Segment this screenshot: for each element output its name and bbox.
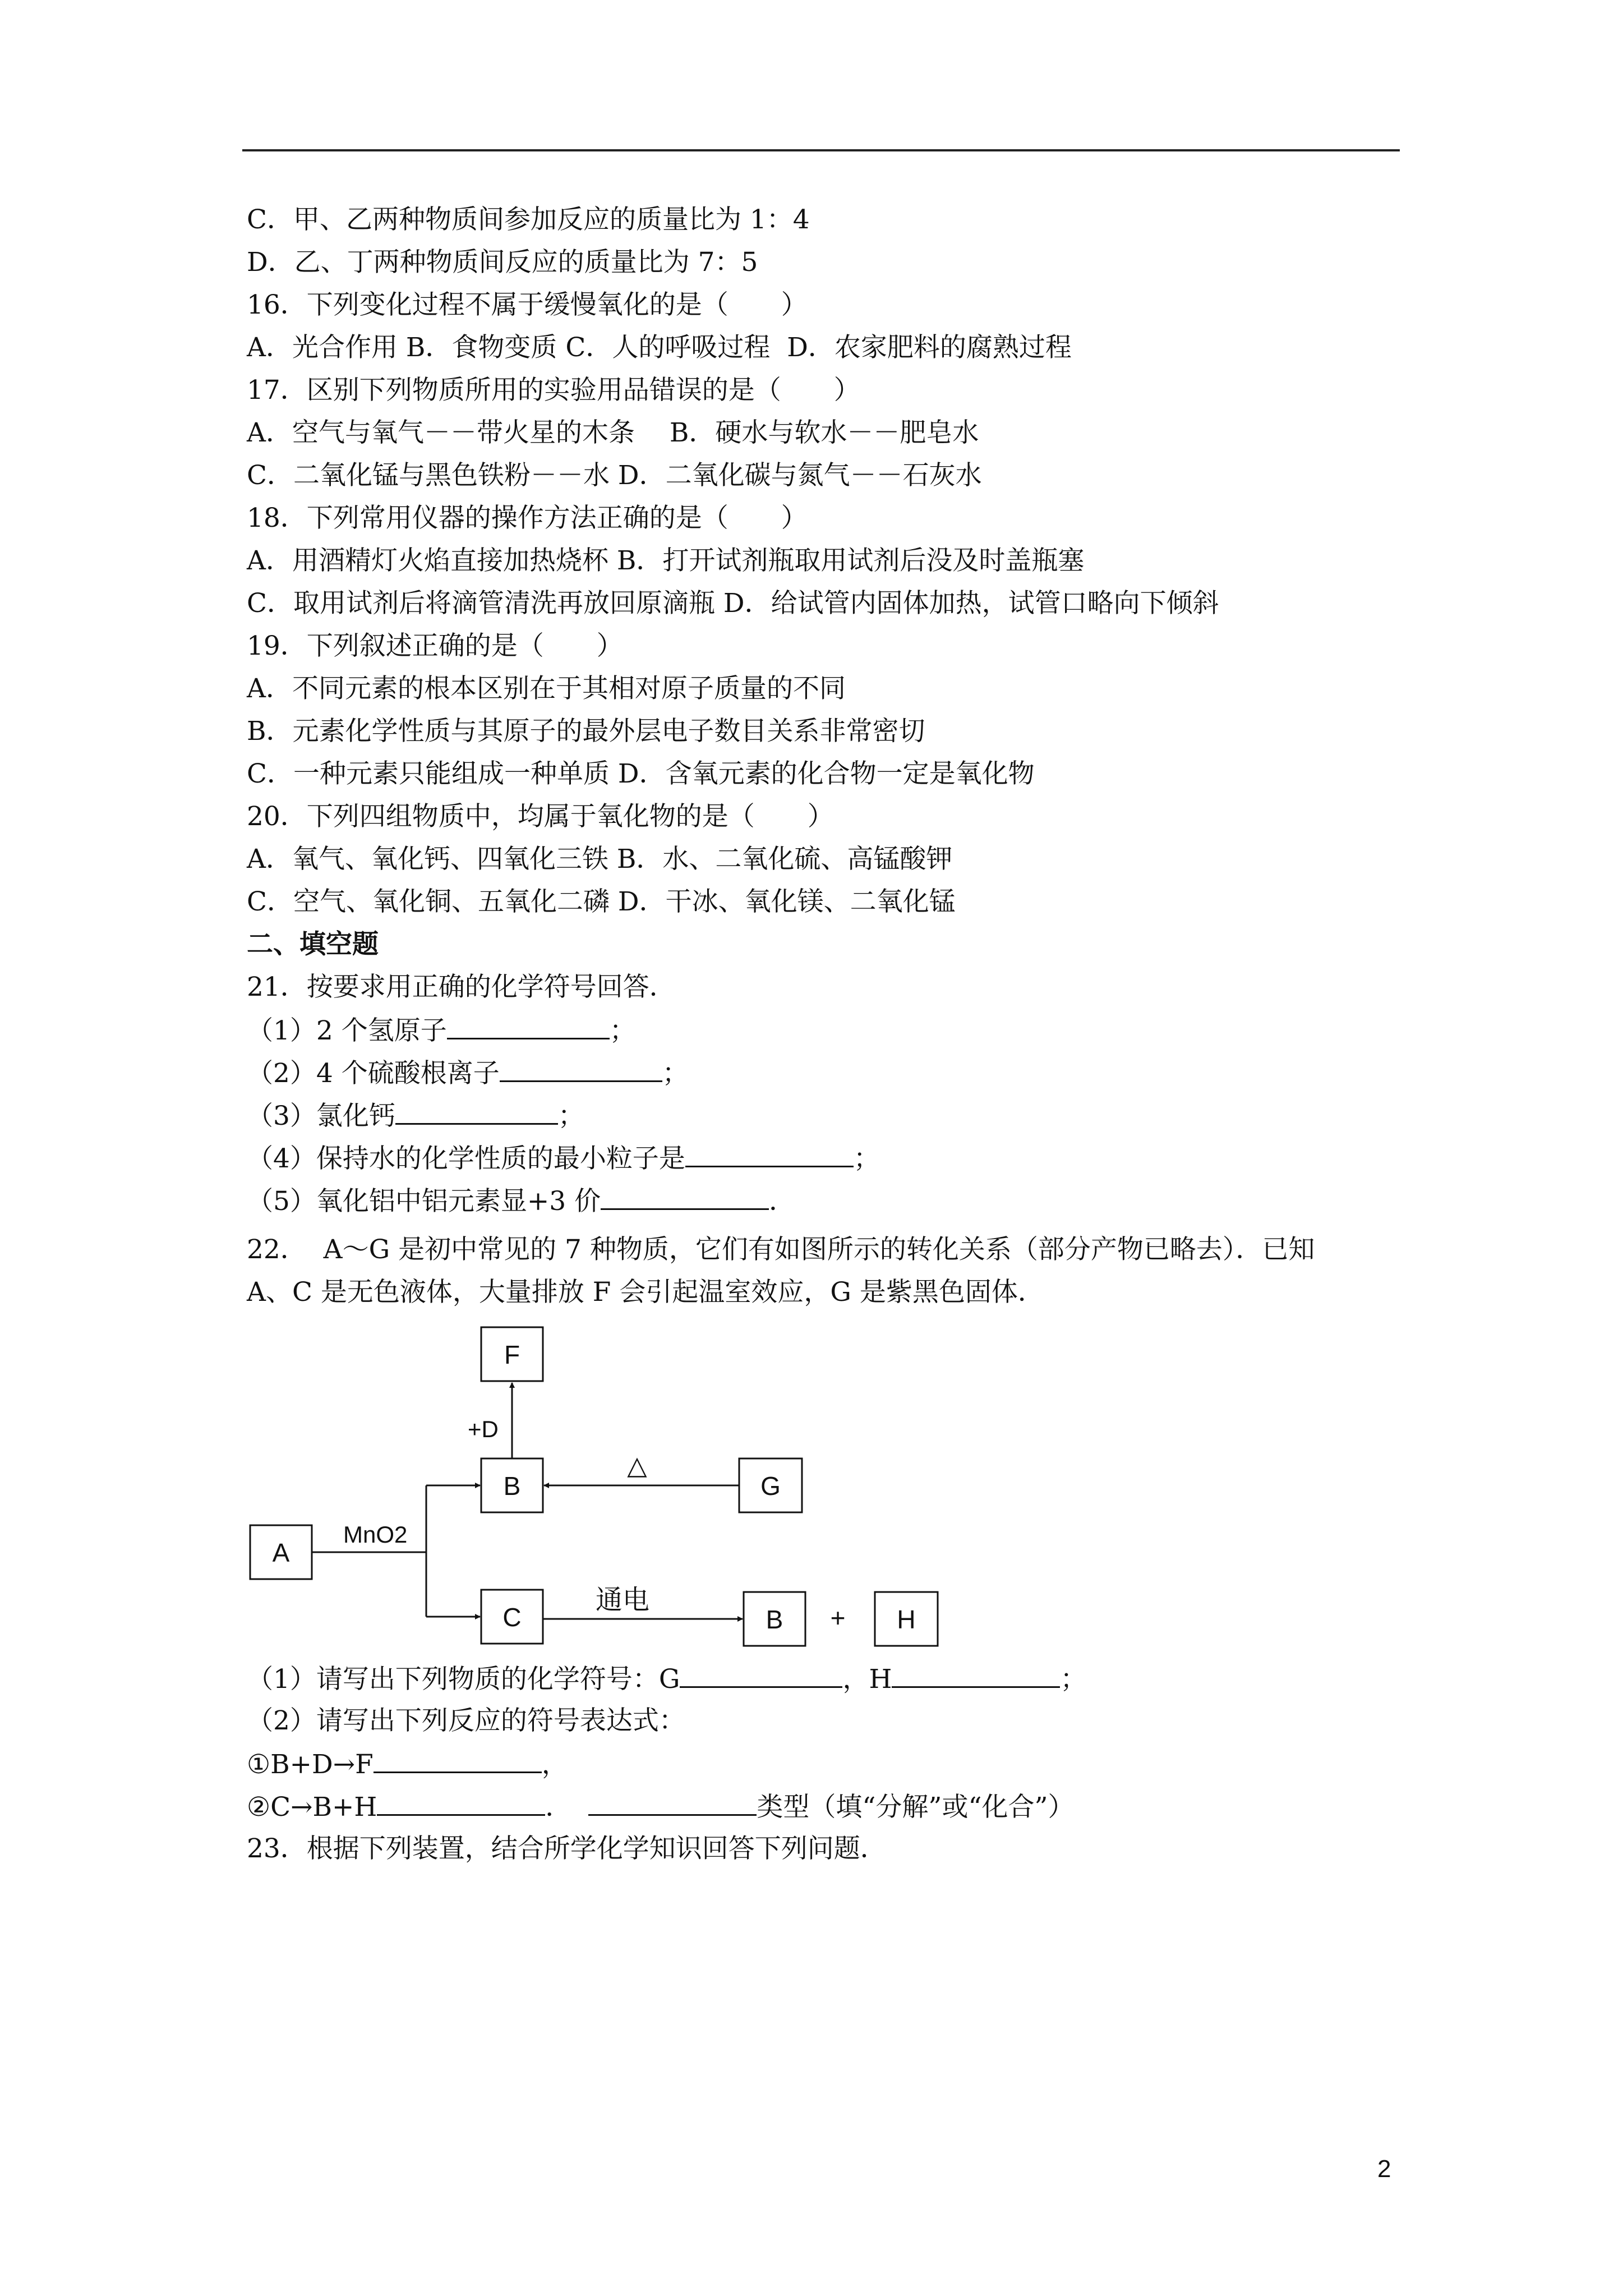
label-heat: △	[627, 1451, 647, 1480]
q22-reaction-1: ①B+D→F ，	[247, 1747, 568, 1782]
text-line: C．二氧化锰与黑色铁粉－－水 D．二氧化碳与氮气－－石灰水	[247, 460, 982, 491]
question-19: 19．下列叙述正确的是（ ）	[247, 631, 623, 661]
q21-item-1: （1）2 个氢原子 ；	[247, 1013, 636, 1048]
question-20: 20．下列四组物质中，均属于氧化物的是（ ）	[247, 801, 834, 832]
text-line: C．空气、氧化铜、五氧化二磷 D．干冰、氧化镁、二氧化锰	[247, 886, 956, 917]
section-heading: 二、填空题	[247, 929, 379, 960]
q21-item-2: （2）4 个硫酸根离子 ；	[247, 1056, 689, 1091]
box-b2-label: B	[766, 1605, 783, 1634]
text-line: D．乙、丁两种物质间反应的质量比为 7：5	[247, 247, 758, 278]
box-a-label: A	[272, 1538, 290, 1567]
text-line: A．光合作用 B．食物变质 C．人的呼吸过程 D．农家肥料的腐熟过程	[247, 332, 1072, 363]
box-g-label: G	[760, 1471, 781, 1501]
text-line: A．不同元素的根本区别在于其相对原子质量的不同	[247, 673, 846, 704]
q22-reaction-2: ②C→B+H ． 类型（填“分解”或“化合”）	[247, 1789, 1075, 1824]
box-c-label: C	[502, 1603, 522, 1632]
box-b-label: B	[503, 1471, 521, 1501]
answer-blank-g[interactable]	[680, 1662, 842, 1688]
text-line: B．元素化学性质与其原子的最外层电子数目关系非常密切	[247, 716, 925, 747]
q21-item-4: （4）保持水的化学性质的最小粒子是 ；	[247, 1141, 880, 1176]
answer-blank-h[interactable]	[892, 1662, 1060, 1688]
label-catalyst: MnO2	[343, 1521, 408, 1548]
question-16: 16．下列变化过程不属于缓慢氧化的是（ ）	[247, 289, 808, 320]
answer-blank-type[interactable]	[588, 1789, 757, 1816]
text-line: C．一种元素只能组成一种单质 D．含氧元素的化合物一定是氧化物	[247, 758, 1035, 789]
answer-blank[interactable]	[377, 1789, 545, 1816]
box-f-label: F	[504, 1340, 520, 1369]
q22-sub-1: （1）请写出下列物质的化学符号：G ，H ；	[247, 1662, 1086, 1696]
page-number: 2	[1377, 2155, 1391, 2183]
label-add-d: +D	[468, 1416, 499, 1442]
label-electrolysis: 通电	[596, 1585, 650, 1615]
question-22: 22． A～G 是初中常见的 7 种物质，它们有如图所示的转化关系（部分产物已略去）．已知	[247, 1234, 1315, 1265]
question-18: 18．下列常用仪器的操作方法正确的是（ ）	[247, 503, 808, 533]
q21-item-3: （3）氯化钙 ；	[247, 1098, 584, 1133]
q21-item-5: （5）氧化铝中铝元素显+3 价 ．	[247, 1184, 795, 1218]
question-17: 17．区别下列物质所用的实验用品错误的是（ ）	[247, 375, 860, 406]
question-22-cont: A、C 是无色液体，大量排放 F 会引起温室效应，G 是紫黑色固体．	[247, 1277, 1044, 1308]
text-line: C．甲、乙两种物质间参加反应的质量比为 1：4	[247, 204, 810, 235]
q22-sub-2: （2）请写出下列反应的符号表达式：	[247, 1705, 685, 1736]
text-line: C．取用试剂后将滴管清洗再放回原滴瓶 D．给试管内固体加热，试管口略向下倾斜	[247, 588, 1219, 619]
text-line: A．用酒精灯火焰直接加热烧杯 B．打开试剂瓶取用试剂后没及时盖瓶塞	[247, 545, 1085, 576]
text-line: A．空气与氧气－－带火星的木条 B．硬水与软水－－肥皂水	[247, 417, 979, 448]
question-21: 21．按要求用正确的化学符号回答．	[247, 972, 676, 1002]
question-23: 23．根据下列装置，结合所学化学知识回答下列问题．	[247, 1833, 887, 1864]
plus-sign: +	[830, 1603, 846, 1632]
text-line: A．氧气、氧化钙、四氧化三铁 B．水、二氧化硫、高锰酸钾	[247, 844, 953, 875]
box-h-label: H	[897, 1605, 916, 1634]
answer-blank[interactable]	[374, 1747, 542, 1773]
